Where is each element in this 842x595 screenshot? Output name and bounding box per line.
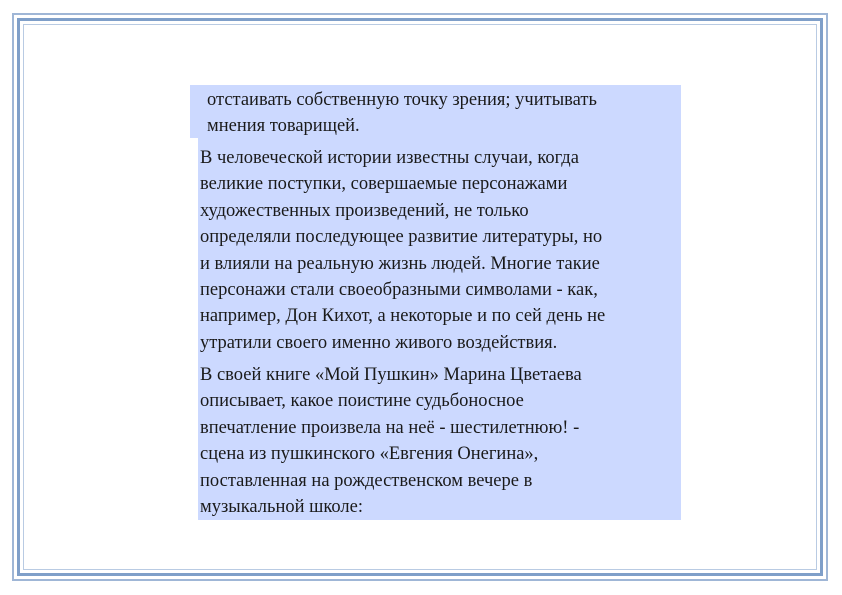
text-line: определяли последующее развитие литературы, но [200, 227, 603, 248]
text-line: музыкальной школе: [200, 497, 364, 518]
intro-text [207, 87, 597, 140]
text-line: отстаивать собственную точку зрения; учитывать [207, 90, 597, 110]
text-line: художественных произведений, не только [200, 200, 529, 221]
text-line: например, Дон Кихот, а некоторые и по сей день не [200, 306, 606, 327]
text-line: персонажи стали своеобразными символами - как, [200, 280, 598, 301]
text-line: описывает, какое поистине судьбоносное [200, 391, 524, 412]
text-line: В своей книге «Мой Пушкин» Марина Цветаева [200, 365, 582, 385]
text-line: утратили своего именно живого воздействия. [200, 332, 558, 353]
text-line: В человеческой истории известны случаи, когда [200, 148, 579, 168]
text-line: впечатление произвела на неё - шестилетнюю! - [200, 417, 580, 438]
text-line: поставленная на рождественском вечере в [200, 470, 533, 491]
text-line: великие поступки, совершаемые персонажами [200, 174, 568, 195]
text-line: мнения товарищей. [207, 116, 360, 137]
text-line: сцена из пушкинского «Евгения Онегина», [200, 444, 539, 465]
paragraph-history [200, 145, 605, 356]
text-line: и влияли на реальную жизнь людей. Многие такие [200, 253, 600, 274]
paragraph-tsvetaeva [200, 362, 582, 520]
